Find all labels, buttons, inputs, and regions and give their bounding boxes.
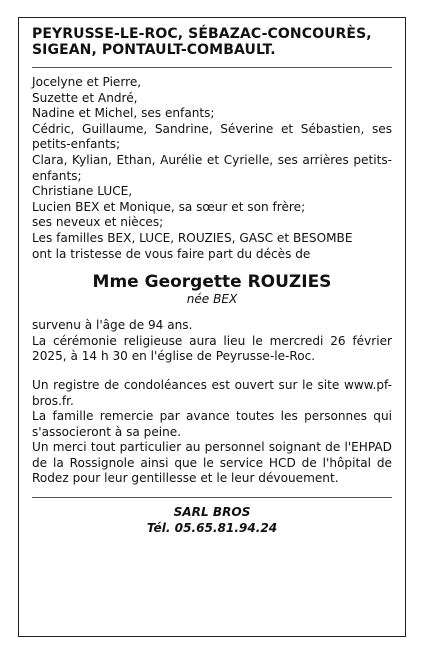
family-line: Christiane LUCE, bbox=[32, 184, 133, 199]
deceased-birth-name: née BEX bbox=[186, 292, 238, 307]
funeral-home-signature bbox=[32, 504, 392, 536]
family-line: Cédric, Guillaume, Sandrine, Séverine et Sébastien, ses petits-enfants; bbox=[32, 121, 392, 152]
ceremony-line: La cérémonie religieuse aura lieu le mercredi 26 février 2025, à 14 h 30 en l'église de Peyrusse-le-Roc. bbox=[32, 333, 392, 364]
bottom-divider bbox=[32, 497, 392, 498]
family-line: Suzette et André, bbox=[32, 90, 138, 105]
family-line: Nadine et Michel, ses enfants; bbox=[32, 106, 215, 121]
family-line: ses neveux et nièces; bbox=[32, 215, 164, 230]
family-line: ont la tristesse de vous faire part du décès de bbox=[32, 246, 311, 261]
family-line: Lucien BEX et Monique, sa sœur et son frère; bbox=[32, 199, 306, 214]
ceremony-line: survenu à l'âge de 94 ans. bbox=[32, 318, 193, 333]
obituary-notice bbox=[18, 17, 406, 637]
top-divider bbox=[32, 67, 392, 68]
thanks-line: La famille remercie par avance toutes les personnes qui s'associeront à sa peine. bbox=[32, 409, 392, 439]
thanks-line: Un registre de condoléances est ouvert sur le site www.pf-bros.fr. bbox=[32, 377, 392, 408]
family-line: Clara, Kylian, Ethan, Aurélie et Cyrielle, ses arrières petits-enfants; bbox=[32, 152, 392, 183]
thanks-line: Un merci tout particulier au personnel soignant de l'EHPAD de la Rossignole ainsi que le service HCD de l'hôpital de Rodez pour leur gentillesse et le leur dévouement. bbox=[32, 440, 392, 486]
thanks-block bbox=[32, 378, 392, 487]
ceremony-block bbox=[32, 318, 392, 365]
locations-heading: PEYRUSSE-LE-ROC, SÉBAZAC-CONCOURÈS, SIGEAN, PONTAULT-COMBAULT. bbox=[32, 26, 372, 58]
funeral-home-name: SARL BROS bbox=[173, 505, 251, 520]
family-line: Les familles BEX, LUCE, ROUZIES, GASC et BESOMBE bbox=[32, 230, 353, 245]
deceased-name: Mme Georgette ROUZIES bbox=[92, 272, 332, 293]
deceased-block bbox=[32, 272, 392, 306]
family-line: Jocelyne et Pierre, bbox=[32, 75, 142, 89]
family-list bbox=[32, 75, 392, 262]
funeral-home-phone: Tél. 05.65.81.94.24 bbox=[146, 521, 278, 536]
